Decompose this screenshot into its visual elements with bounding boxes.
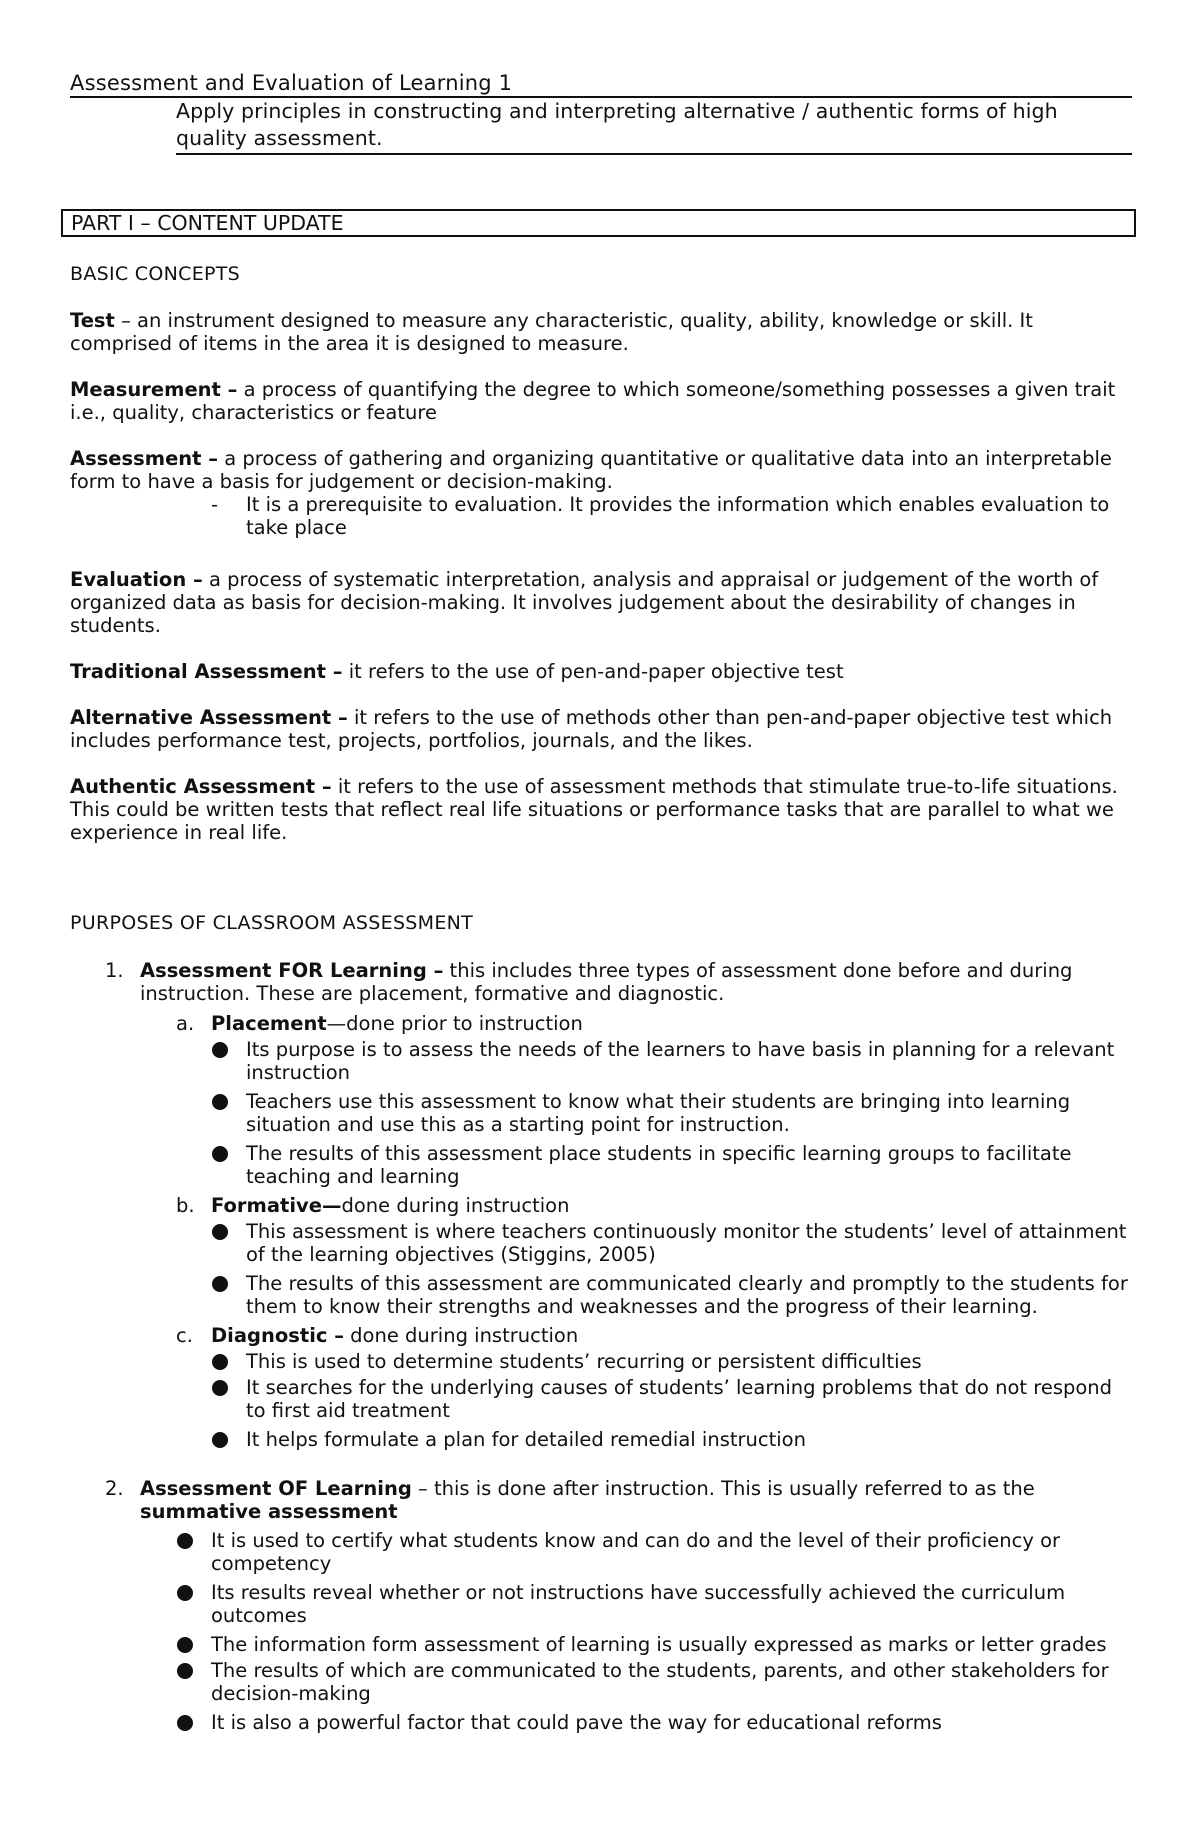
definition-evaluation-text: a process of systematic interpretation, analysis and appraisal or judgement of the worth of organized data as basis for decision-making. It involves judgement about the desirability of changes in students.	[70, 568, 1099, 637]
placement-text: —done prior to instruction	[326, 1012, 583, 1035]
list-item: Its results reveal whether or not instructions have successfully achieved the curriculum outcomes	[211, 1581, 1066, 1627]
definition-test	[70, 309, 1140, 355]
term-diagnostic: Diagnostic –	[211, 1324, 344, 1347]
definition-alternative-assessment	[70, 706, 1140, 752]
bullet-icon	[177, 1585, 193, 1601]
term-test: Test	[70, 309, 115, 332]
learning-objective: Apply principles in constructing and interpreting alternative / authentic forms of high quality assessment.	[176, 98, 1132, 155]
formative-text: done during instruction	[341, 1194, 570, 1217]
bullet-icon	[212, 1224, 228, 1240]
dash-marker: -	[211, 493, 219, 516]
list-letter-a: a.	[176, 1012, 195, 1035]
definition-authentic-assessment	[70, 775, 1140, 844]
bullet-icon	[177, 1715, 193, 1731]
document-title: Assessment and Evaluation of Learning 1	[70, 70, 1132, 98]
list-item: The results of this assessment place students in specific learning groups to facilitate teaching and learning	[246, 1142, 1072, 1188]
assessment-for-learning-text: this includes three types of assessment done before and during instruction. These are placement, formative and diagnostic.	[140, 959, 1073, 1005]
list-item: It is used to certify what students know and can do and the level of their proficiency or competency	[211, 1529, 1061, 1575]
term-alternative-assessment: Alternative Assessment –	[70, 706, 348, 729]
list-item: The results of which are communicated to the students, parents, and other stakeholders for decision-making	[211, 1659, 1109, 1705]
term-traditional-assessment: Traditional Assessment –	[70, 660, 343, 683]
bullet-icon	[212, 1094, 228, 1110]
term-measurement: Measurement –	[70, 378, 238, 401]
term-assessment-of-learning: Assessment OF Learning	[140, 1477, 412, 1500]
list-letter-c: c.	[176, 1324, 193, 1347]
list-number-2: 2.	[105, 1477, 124, 1500]
list-item: It searches for the underlying causes of students’ learning problems that do not respond to first aid treatment	[246, 1376, 1113, 1422]
term-formative: Formative—	[211, 1194, 342, 1217]
definition-measurement	[70, 378, 1140, 424]
bullet-icon	[177, 1533, 193, 1549]
diagnostic-text: done during instruction	[343, 1324, 579, 1347]
term-evaluation: Evaluation –	[70, 568, 203, 591]
bullet-icon	[212, 1042, 228, 1058]
list-item: The information form assessment of learning is usually expressed as marks or letter grades	[211, 1633, 1107, 1656]
term-assessment: Assessment –	[70, 447, 219, 470]
assessment-of-learning-text: – this is done after instruction. This is usually referred to as the	[411, 1477, 1035, 1500]
part-one-label: PART I – CONTENT UPDATE	[71, 211, 344, 235]
bullet-icon	[212, 1380, 228, 1396]
part-one-heading-box	[61, 209, 1136, 237]
basic-concepts-heading: BASIC CONCEPTS	[70, 263, 241, 285]
definition-traditional-text: it refers to the use of pen-and-paper objective test	[342, 660, 844, 683]
bullet-icon	[212, 1276, 228, 1292]
bullet-icon	[177, 1637, 193, 1653]
list-item: This is used to determine students’ recurring or persistent difficulties	[246, 1350, 922, 1373]
definition-traditional-assessment	[70, 660, 1140, 683]
assessment-of-learning	[140, 1477, 1130, 1523]
definition-assessment-text: a process of gathering and organizing quantitative or qualitative data into an interpretable form to have a basis for judgement or decision-making.	[70, 447, 1112, 493]
purposes-heading: PURPOSES OF CLASSROOM ASSESSMENT	[70, 912, 474, 934]
list-item: Its purpose is to assess the needs of the learners to have basis in planning for a relevant instruction	[246, 1038, 1115, 1084]
list-item: It is also a powerful factor that could pave the way for educational reforms	[211, 1711, 942, 1734]
definition-test-text: – an instrument designed to measure any characteristic, quality, ability, knowledge or skill. It comprised of items in the area it is designed to measure.	[70, 309, 1033, 355]
bullet-icon	[212, 1432, 228, 1448]
definition-authentic-text: it refers to the use of assessment methods that stimulate true-to-life situations. This could be written tests that reflect real life situations or performance tasks that are parallel to what we experience in real life.	[70, 775, 1118, 844]
bullet-icon	[177, 1663, 193, 1679]
definition-alternative-text: it refers to the use of methods other than pen-and-paper objective test which includes performance test, projects, portfolios, journals, and the likes.	[70, 706, 1113, 752]
formative-item	[211, 1194, 1131, 1217]
list-item: It helps formulate a plan for detailed remedial instruction	[246, 1428, 806, 1451]
assessment-note: It is a prerequisite to evaluation. It provides the information which enables evaluation to take place	[246, 493, 1110, 539]
term-placement: Placement	[211, 1012, 327, 1035]
bullet-icon	[212, 1354, 228, 1370]
assessment-for-learning	[140, 959, 1130, 1005]
term-summative-assessment: summative assessment	[140, 1500, 398, 1523]
definition-assessment	[70, 447, 1140, 493]
list-number-1: 1.	[105, 959, 124, 982]
bullet-icon	[212, 1146, 228, 1162]
definition-evaluation	[70, 568, 1140, 637]
list-item: This assessment is where teachers continuously monitor the students’ level of attainment of the learning objectives (Stiggins, 2005)	[246, 1220, 1127, 1266]
list-item: The results of this assessment are communicated clearly and promptly to the students for them to know their strengths and weaknesses and the progress of their learning.	[246, 1272, 1128, 1318]
term-authentic-assessment: Authentic Assessment –	[70, 775, 332, 798]
list-letter-b: b.	[176, 1194, 195, 1217]
placement-item	[211, 1012, 1131, 1035]
diagnostic-item	[211, 1324, 1131, 1347]
definition-measurement-text: a process of quantifying the degree to which someone/something possesses a given trait i.e., quality, characteristics or feature	[70, 378, 1116, 424]
list-item: Teachers use this assessment to know what their students are bringing into learning situation and use this as a starting point for instruction.	[246, 1090, 1071, 1136]
term-assessment-for-learning: Assessment FOR Learning –	[140, 959, 444, 982]
